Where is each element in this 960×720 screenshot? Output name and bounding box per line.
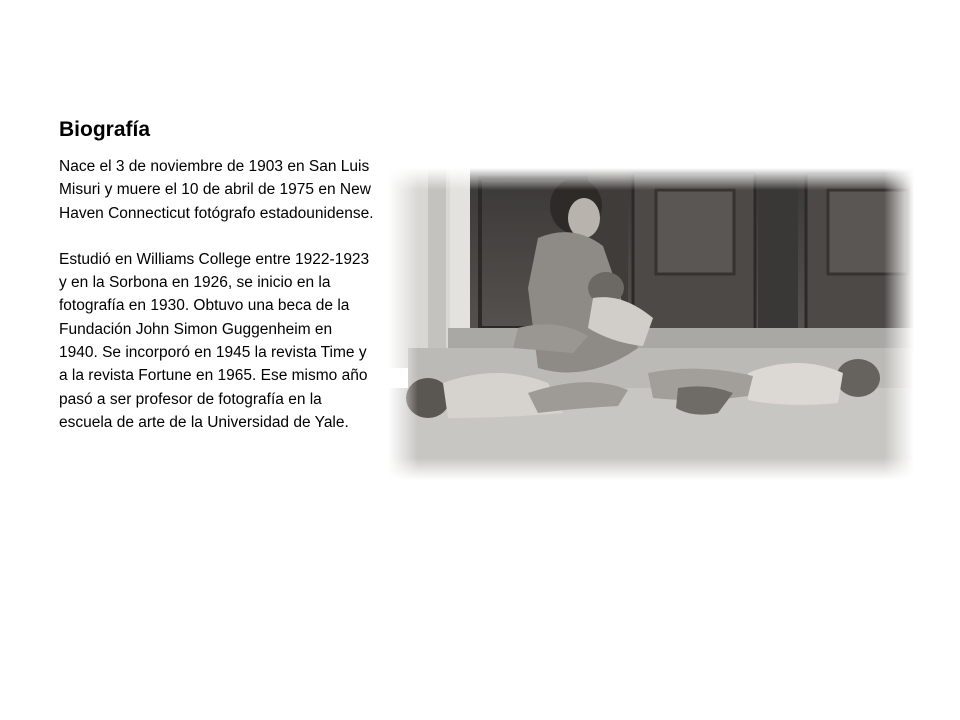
photograph-image (388, 168, 914, 480)
slide-title: Biografía (59, 118, 151, 141)
paragraph-birth-death: Nace el 3 de noviembre de 1903 en San Luis Misuri y muere el 10 de abril de 1975 en New Haven Connecticut fotógrafo estadounidense. (59, 158, 374, 222)
woman-face (568, 198, 600, 238)
biography-text (59, 155, 374, 457)
child-right-head (836, 359, 880, 397)
paragraph-career: Estudió en Williams College entre 1922-1923 y en la Sorbona en 1926, se inicio en la fotografía en 1930. Obtuvo una beca de la Fundación John Simon Guggenheim en 1940. Se incorporó en 1945 la revista Time y a la revista Fortune en 1965. Ese mismo año pasó a ser profesor de fotografía en la escuela de arte de la Universidad de Yale. (59, 250, 370, 431)
photograph (388, 168, 914, 480)
child-right-body (748, 363, 843, 405)
